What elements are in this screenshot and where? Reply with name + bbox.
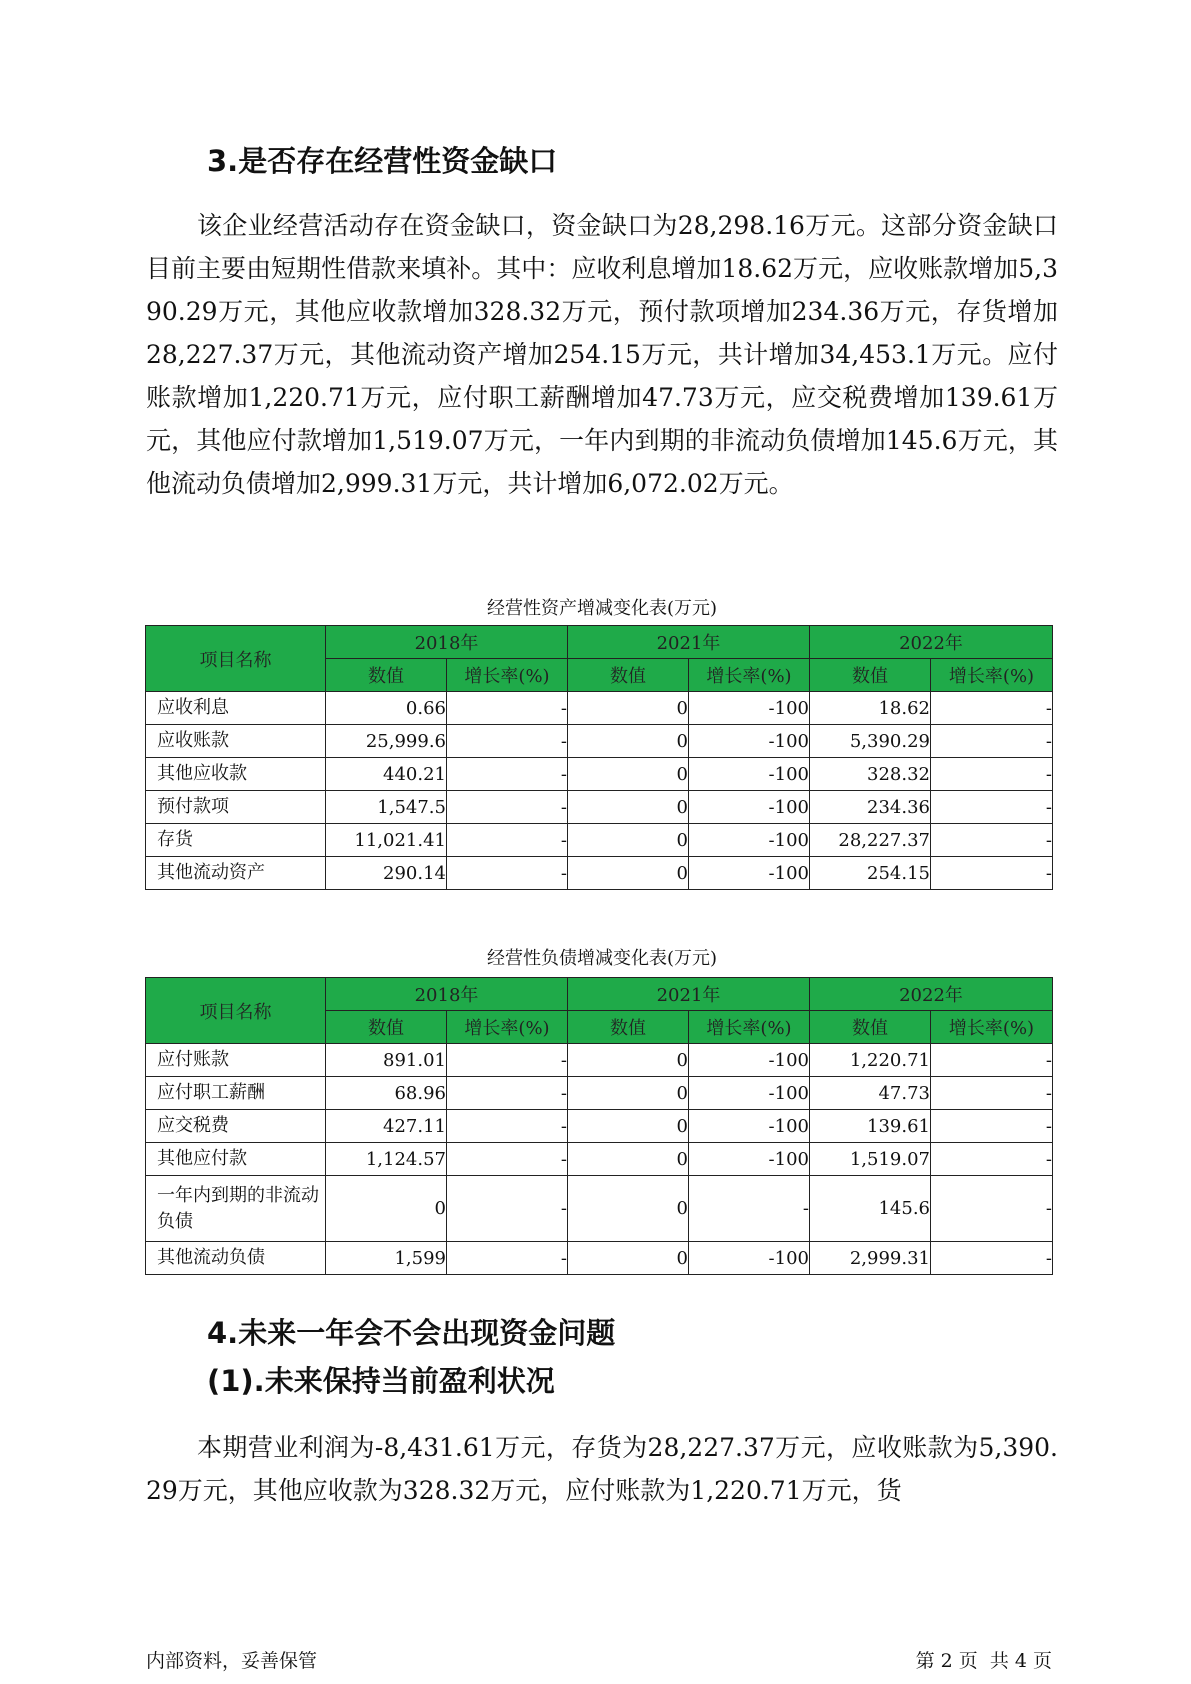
year-header-2021: 2021年	[568, 626, 810, 659]
rate-header: 增长率(%)	[447, 659, 568, 692]
item-name-header: 项目名称	[146, 978, 326, 1044]
rate-cell: -	[447, 758, 568, 791]
table-row	[146, 1176, 1053, 1242]
section-3-heading: 3.是否存在经营性资金缺口	[207, 144, 558, 178]
rate-cell: -100	[689, 758, 810, 791]
operating-assets-table	[145, 625, 1053, 890]
value-cell: 1,519.07	[810, 1143, 931, 1176]
row-item-name: 其他应付款	[146, 1143, 326, 1176]
rate-header: 增长率(%)	[689, 1011, 810, 1044]
rate-cell: -	[931, 824, 1053, 857]
rate-cell: -	[931, 1143, 1053, 1176]
table-row	[146, 824, 1053, 857]
rate-cell: -	[931, 1110, 1053, 1143]
value-cell: 891.01	[326, 1044, 447, 1077]
rate-cell: -100	[689, 857, 810, 890]
table-row	[146, 857, 1053, 890]
rate-cell: -	[447, 857, 568, 890]
row-item-name: 应付职工薪酬	[146, 1077, 326, 1110]
year-header-2018: 2018年	[326, 978, 568, 1011]
value-cell: 328.32	[810, 758, 931, 791]
value-cell: 234.36	[810, 791, 931, 824]
rate-cell: -100	[689, 1110, 810, 1143]
year-header-2021: 2021年	[568, 978, 810, 1011]
rate-cell: -100	[689, 1044, 810, 1077]
value-cell: 1,124.57	[326, 1143, 447, 1176]
row-item-name: 其他流动资产	[146, 857, 326, 890]
value-header: 数值	[326, 1011, 447, 1044]
rate-cell: -	[447, 791, 568, 824]
table-row	[146, 791, 1053, 824]
value-cell: 0	[568, 1044, 689, 1077]
rate-cell: -	[447, 725, 568, 758]
rate-cell: -100	[689, 1077, 810, 1110]
rate-cell: -	[447, 1044, 568, 1077]
rate-cell: -	[447, 692, 568, 725]
value-cell: 0	[568, 1176, 689, 1242]
table-row	[146, 725, 1053, 758]
rate-cell: -	[931, 758, 1053, 791]
section-4-subheading: (1).未来保持当前盈利状况	[207, 1364, 555, 1398]
value-header: 数值	[810, 1011, 931, 1044]
rate-cell: -100	[689, 1242, 810, 1275]
table-row	[146, 1242, 1053, 1275]
value-cell: 0.66	[326, 692, 447, 725]
rate-cell: -100	[689, 824, 810, 857]
row-item-name: 应收利息	[146, 692, 326, 725]
value-cell: 28,227.37	[810, 824, 931, 857]
value-cell: 0	[568, 1242, 689, 1275]
rate-cell: -	[931, 692, 1053, 725]
rate-cell: -	[447, 824, 568, 857]
value-cell: 290.14	[326, 857, 447, 890]
value-cell: 0	[568, 1143, 689, 1176]
rate-cell: -	[447, 1143, 568, 1176]
value-cell: 1,599	[326, 1242, 447, 1275]
rate-cell: -	[931, 1242, 1053, 1275]
value-cell: 145.6	[810, 1176, 931, 1242]
rate-cell: -100	[689, 1143, 810, 1176]
footer-page-number: 第 2 页 共 4 页	[915, 1650, 1052, 1672]
section-4-heading: 4.未来一年会不会出现资金问题	[207, 1316, 616, 1350]
row-item-name: 其他应收款	[146, 758, 326, 791]
value-cell: 440.21	[326, 758, 447, 791]
rate-cell: -	[931, 1044, 1053, 1077]
value-cell: 427.11	[326, 1110, 447, 1143]
rate-header: 增长率(%)	[931, 659, 1053, 692]
rate-header: 增长率(%)	[447, 1011, 568, 1044]
year-header-2022: 2022年	[810, 978, 1053, 1011]
value-cell: 0	[568, 1110, 689, 1143]
rate-header: 增长率(%)	[931, 1011, 1053, 1044]
value-header: 数值	[568, 659, 689, 692]
value-cell: 5,390.29	[810, 725, 931, 758]
rate-header: 增长率(%)	[689, 659, 810, 692]
value-cell: 0	[568, 758, 689, 791]
rate-cell: -100	[689, 791, 810, 824]
value-cell: 1,220.71	[810, 1044, 931, 1077]
year-header-2018: 2018年	[326, 626, 568, 659]
value-cell: 47.73	[810, 1077, 931, 1110]
value-cell: 254.15	[810, 857, 931, 890]
liabilities-table-caption: 经营性负债增减变化表(万元)	[486, 948, 718, 969]
rate-cell: -	[931, 725, 1053, 758]
row-item-name: 其他流动负债	[146, 1242, 326, 1275]
rate-cell: -100	[689, 692, 810, 725]
value-cell: 139.61	[810, 1110, 931, 1143]
rate-cell: -	[447, 1176, 568, 1242]
value-header: 数值	[326, 659, 447, 692]
rate-cell: -	[447, 1077, 568, 1110]
rate-cell: -	[931, 1077, 1053, 1110]
rate-cell: -	[689, 1176, 810, 1242]
table-row	[146, 692, 1053, 725]
table-row	[146, 1044, 1053, 1077]
value-cell: 0	[568, 1077, 689, 1110]
item-name-header: 项目名称	[146, 626, 326, 692]
value-cell: 0	[568, 857, 689, 890]
value-cell: 0	[568, 725, 689, 758]
table-row	[146, 758, 1053, 791]
rate-cell: -	[931, 791, 1053, 824]
rate-cell: -	[931, 857, 1053, 890]
rate-cell: -	[447, 1242, 568, 1275]
value-cell: 1,547.5	[326, 791, 447, 824]
value-cell: 0	[568, 791, 689, 824]
section-4-paragraph: 本期营业利润为-8,431.61万元，存货为28,227.37万元，应收账款为5,390.29万元，其他应收款为328.32万元，应付账款为1,220.71万元，货	[146, 1433, 1058, 1505]
value-cell: 0	[568, 692, 689, 725]
row-item-name: 预付款项	[146, 791, 326, 824]
value-cell: 68.96	[326, 1077, 447, 1110]
row-item-name: 应付账款	[146, 1044, 326, 1077]
value-header: 数值	[568, 1011, 689, 1044]
table-row	[146, 1110, 1053, 1143]
value-header: 数值	[810, 659, 931, 692]
row-item-name: 一年内到期的非流动负债	[146, 1176, 326, 1242]
value-cell: 2,999.31	[810, 1242, 931, 1275]
table-row	[146, 1143, 1053, 1176]
value-cell: 25,999.6	[326, 725, 447, 758]
assets-table-caption: 经营性资产增减变化表(万元)	[486, 598, 718, 619]
table-row	[146, 1077, 1053, 1110]
operating-liabilities-table	[145, 977, 1053, 1275]
section-3-paragraph: 该企业经营活动存在资金缺口，资金缺口为28,298.16万元。这部分资金缺口目前主要由短期性借款来填补。其中：应收利息增加18.62万元，应收账款增加5,390.29万元，其他应收款增加328.32万元，预付款项增加234.36万元，存货增加28,227.37万元，其他流动资产增加254.15万元，共计增加34,453.1万元。应付账款增加1,220.71万元，应付职工薪酬增加47.73万元，应交税费增加139.61万元，其他应付款增加1,519.07万元，一年内到期的非流动负债增加145.6万元，其他流动负债增加2,999.31万元，共计增加6,072.02万元。	[146, 211, 1058, 498]
value-cell: 18.62	[810, 692, 931, 725]
value-cell: 0	[326, 1176, 447, 1242]
row-item-name: 存货	[146, 824, 326, 857]
rate-cell: -	[931, 1176, 1053, 1242]
rate-cell: -	[447, 1110, 568, 1143]
row-item-name: 应交税费	[146, 1110, 326, 1143]
rate-cell: -100	[689, 725, 810, 758]
value-cell: 0	[568, 824, 689, 857]
row-item-name: 应收账款	[146, 725, 326, 758]
value-cell: 11,021.41	[326, 824, 447, 857]
footer-confidential-note: 内部资料，妥善保管	[146, 1650, 318, 1672]
year-header-2022: 2022年	[810, 626, 1053, 659]
